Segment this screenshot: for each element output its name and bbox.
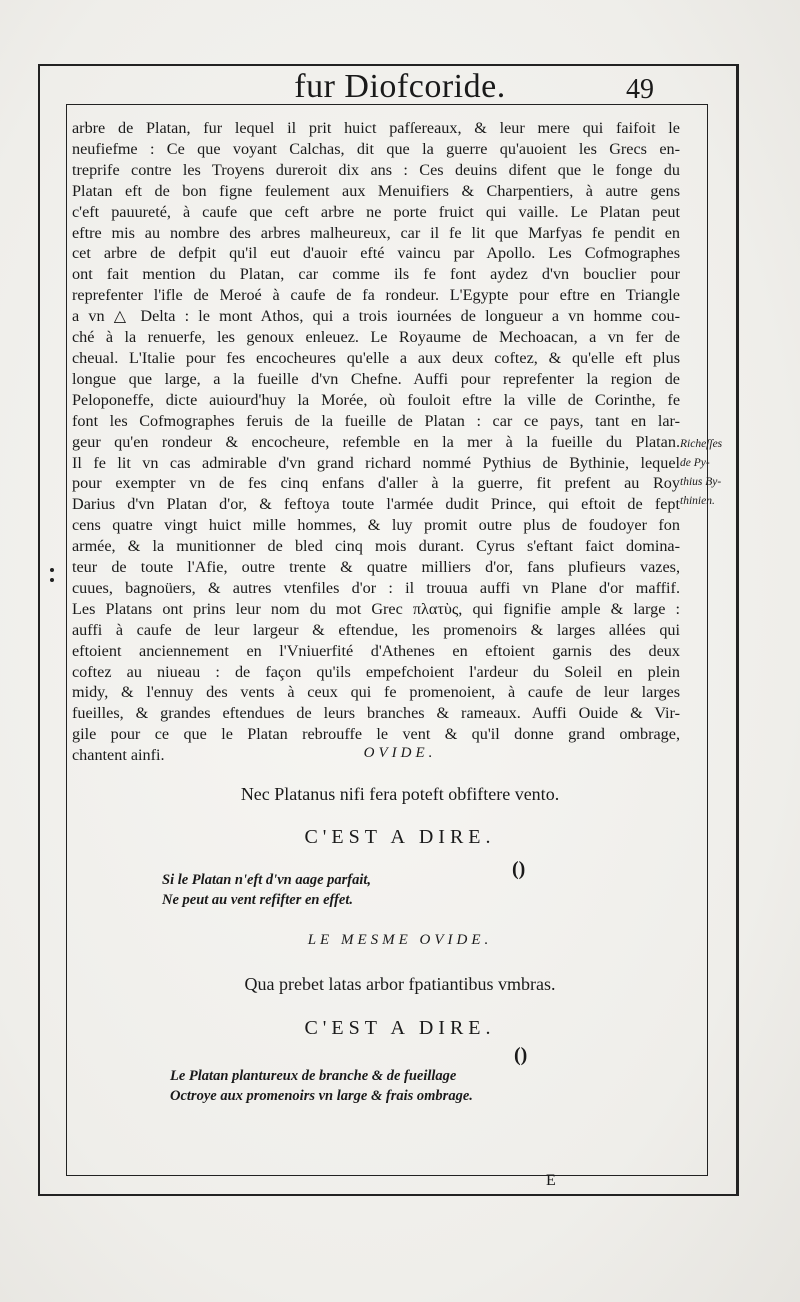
text-line: ché à la renuerfe, les genoux enleuez. Le Royaume de Mechoacan, a vn fer de [72, 328, 680, 347]
ink-spot [50, 568, 54, 572]
text-line: fueilles, & grandes eftendues de leurs branches & rameaux. Auffi Ouide & Vir- [72, 704, 680, 723]
text-line: treprife contre les Troyens dureroit dix ans : Ces deuins difent que le fonge du [72, 160, 680, 179]
margin-note-line: thius By- [680, 476, 722, 488]
text-line: reprefenter l'ifle de Meroé à caufe de fa rondeur. L'Egypte pour eftre en Triangle [72, 286, 680, 305]
verse-line: Ne peut au vent refifter en effet. [162, 892, 354, 908]
text-line: gile pour ce que le Platan rebrouffe le vent & qu'il donne grand ombrage, [72, 725, 680, 744]
text-line: Darius d'vn Platan d'or, & feftoya toute l'armée dudit Prince, qui eftoit de fept [72, 495, 680, 514]
translation-heading: C'EST A DIRE. [304, 826, 496, 848]
text-line: longue que large, a la fueille d'vn Chefne. Auffi pour reprefenter la region de [72, 369, 680, 388]
margin-note-line: de Py- [680, 457, 710, 469]
running-title: fur Diofcoride. [294, 68, 506, 105]
text-line: neufiefme : Ce que voyant Calchas, dit que la guerre qu'auoient les Grecs en- [72, 139, 680, 158]
text-line: midy, & l'ennuy des vents à ceux qui fe promenoient, à caufe de leur larges [72, 683, 680, 702]
text-line: armée, & la munitionner de bled cinq mois durant. Cyrus s'eftant faict domina- [72, 537, 680, 556]
signature-mark: E [546, 1172, 556, 1189]
translation-heading: C'EST A DIRE. [304, 1017, 496, 1039]
text-line: auffi à caufe de leur largeur & eftendue, les promenoirs & larges allées qui [72, 620, 680, 639]
text-line: Platan eft de bon figne feulement aux Menuifiers & Charpentiers, à autre gens [72, 181, 680, 200]
text-line: Il fe lit vn cas admirable d'vn grand richard nommé Pythius de Bythinie, lequel [72, 453, 680, 472]
text-line: Les Platans ont prins leur nom du mot Grec πλατὺς, qui fignifie ample & large : [72, 599, 680, 618]
text-line: eftoient anciennement en l'Vniuerfité d'Athenes en eftoient garnis des deux [72, 641, 680, 660]
latin-verse: Qua prebet latas arbor fpatiantibus vmbras. [244, 974, 556, 994]
text-line: cuues, bagnoüers, & autres vtenfiles d'or : il trouua auffi vn Plane d'or maffif. [72, 578, 680, 597]
margin-note-line: thinien. [680, 495, 715, 507]
text-line: ont fait mention du Platan, car comme ils fe font aydez d'vn bouclier pour [72, 265, 680, 284]
text-line: eftre mis au nombre des arbres malheureux, car il fe lit que Marfyas fe pendit en [72, 223, 680, 242]
ink-spot [50, 578, 54, 582]
text-line: pour exempter vn de fes cinq enfans d'aller à la guerre, fit prefent au Roy [72, 474, 680, 493]
text-line: chantent ainfi. [72, 746, 165, 765]
verse-line: Le Platan plantureux de branche & de fueillage [170, 1068, 457, 1084]
margin-note [680, 435, 750, 511]
text-line: arbre de Platan, fur lequel il prit huict pafſereaux, & leur mere qui faifoit le [72, 119, 680, 137]
text-line: a vn △ Delta : le mont Athos, qui a trois iournées de longueur a vn homme cou- [72, 307, 680, 326]
text-line: Peloponeffe, dicte auiourd'huy la Morée, où fouloit eftre la ville de Corinthe, fe [72, 390, 680, 409]
verse-line: Si le Platan n'eft d'vn aage parfait, [162, 872, 372, 888]
verse-line: Octroye aux promenoirs vn large & frais ombrage. [170, 1088, 473, 1104]
text-line: teur de toute l'Afie, outre trente & quatre milliers d'or, fans plufieurs vazes, [72, 558, 680, 577]
text-line: cheual. L'Italie pour fes encocheures qu'elle a aux deux coftez, & qu'elle eft plus [72, 348, 680, 367]
text-line: geur qu'en rondeur & encocheure, refemble en la mer à la fueille du Platan. [72, 432, 680, 451]
text-line: c'eft pauureté, à caufe que ceft arbre ne porte fruict qui vaille. Le Platan peut [72, 202, 680, 221]
text-line: font les Cofmographes feruis de la fueille de Platan : car ce pays, tant en lar- [72, 411, 680, 430]
french-verse [170, 1066, 473, 1106]
french-verse [162, 870, 371, 910]
margin-note-line: Richeſſes [680, 438, 723, 450]
paren-mark: () [512, 858, 526, 880]
text-line: cet arbre de defpit qu'il eut d'auoir efté vaincu par Apollo. Les Cofmographes [72, 244, 680, 263]
paren-mark: () [514, 1044, 528, 1066]
section-heading-mesme-ovide: LE MESME OVIDE. [307, 932, 493, 948]
text-line: cens quatre vingt huict mille hommes, & luy promit outre plus de foudoyer fon [72, 516, 680, 535]
text-line: coftez au niueau : de façon qu'ils empefchoient l'ardeur du Soleil en plein [72, 662, 680, 681]
body-text [72, 118, 680, 766]
section-heading-ovide: OVIDE. [363, 745, 437, 761]
latin-verse: Nec Platanus nifi fera poteft obfiftere vento. [240, 784, 560, 804]
page-number: 49 [626, 74, 654, 105]
